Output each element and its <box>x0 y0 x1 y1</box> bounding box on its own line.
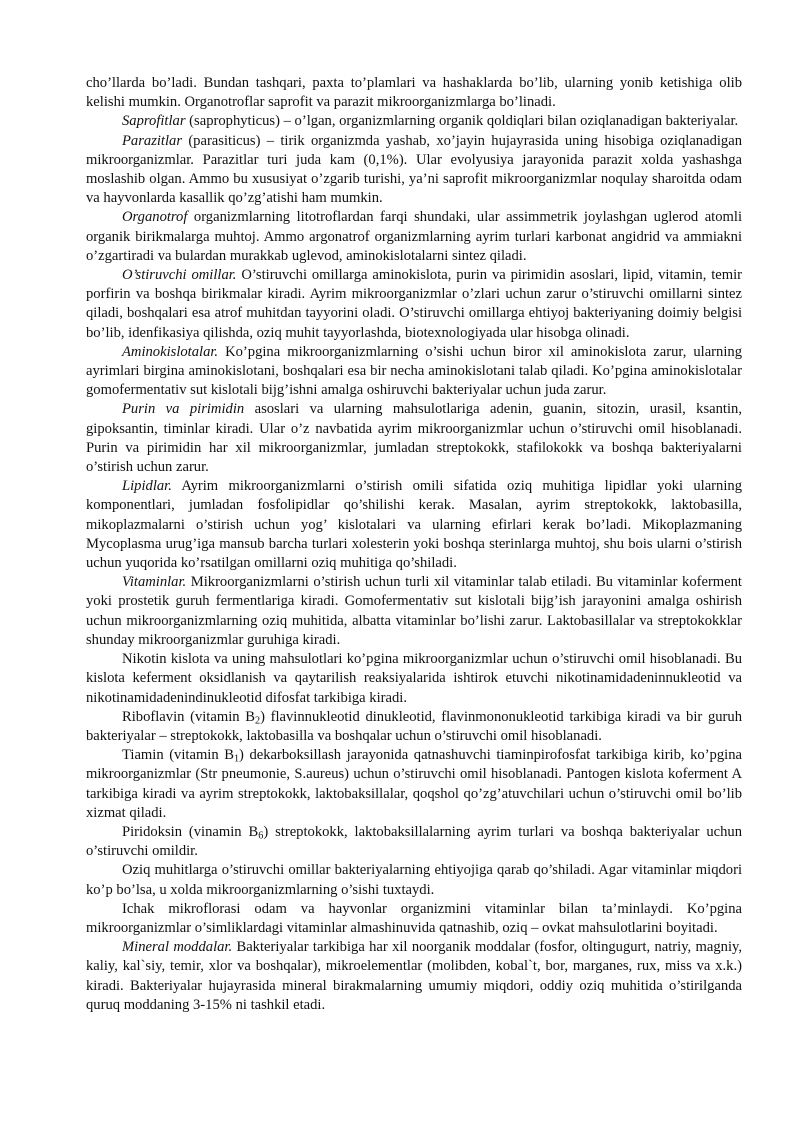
paragraph <box>86 343 742 401</box>
paragraph-text: Mikroorganizmlarni o’stirish uchun turli xil vitaminlar talab etiladi. Bu vitaminlar koferment yoki prostetik guruh fermentlariga kiradi. Gomofermentativ sut kislotali bijg’ish jarayonini amalga oshirish uchun mikroorganizmlarning oziq muhitida, albatta vitaminlar bo’lishi zarur. Laktobasillalar va streptokokklar shunday mikroorganizmlar guruhiga kiradi. <box>86 574 742 648</box>
italic-term: Parazitlar <box>122 132 183 149</box>
italic-term: Mineral moddalar. <box>122 939 233 956</box>
paragraph <box>86 823 742 861</box>
paragraph <box>86 708 742 746</box>
paragraph-text: asoslari va ularning mahsulotlariga adenin, guanin, sitozin, urasil, ksantin, gipoksantin, timinlar kiradi. Ular o’z navbatida ayrim mikroorganizmlar uchun o’stiruvchi omil hisoblanadi. Purin va pirimidin har xil mikroorganizmlar, jumladan streptokokk, stafilokokk va boshqa bakteriyalarni o’stirish uchun zarur. <box>86 401 742 476</box>
paragraph-text: Ayrim mikroorganizmlarni o’stirish omili sifatida oziq muhitiga lipidlar yoki ularning komponentlari, jumladan fosfolipidlar qo’shilishi kerak. Masalan, ayrim streptokokk, laktobasilla, mikoplazmalarni o’stirish uchun yog’ kislotalari va ularning efirlari kerak bo’ladi. Mikoplazmaning Mycoplasma urug’iga mansub barcha turlari xolesterin yoki boshqa sterinlarga muhtoj, shu bois ularni o’stirish uchun yuqorida ko’rsatilgan omillarni oziq muhitiga qo’shiladi. <box>86 478 742 572</box>
italic-term: O’stiruvchi omillar. <box>122 267 237 284</box>
paragraph-text: Nikotin kislota va uning mahsulotlari ko’pgina mikroorganizmlar uchun o’stiruvchi omil hisoblanadi. Bu kislota keferment oksidlanish va qaytarilish reaksiyalarida ishtirok etuvchi nikotinamidadeninnukleotid va nikotinamidadenindinukleotid difosfat tarkibiga kiradi. <box>86 651 742 706</box>
paragraph-text: Riboflavin (vitamin B <box>122 708 255 725</box>
italic-term: Vitaminlar. <box>122 574 187 591</box>
paragraph <box>86 746 742 823</box>
paragraph <box>86 208 742 266</box>
paragraph-text: (parasiticus) – tirik organizmda yashab, xo’jayin hujayrasida uning hisobiga oziqlanadigan mikroorganizmlar. Parazitlar turi juda kam (0,1%). Ular evolyusiya jarayonida parazit xolda yashashga moslashib olgan. Ammo bu xususiyat o’zgarib turishi, ya’ni saprofit mikroorganizmlar noqulay sharoitda odam va hayvonlarda kasallik qo’zg’atishi ham mumkin. <box>86 132 742 207</box>
italic-term: Saprofitlar <box>122 113 186 130</box>
paragraph-text: Ko’pgina mikroorganizmlarning o’sishi uchun biror xil aminokislota zarur, ularning ayrimlari birgina aminokislotani, boshqalari esa bir necha aminokislotani talab qiladi. Ko’pgina aminokislotalar gomofermentativ sut kislotali bijg’ishni amalga oshiruvchi bakteriyalar uchun juda zarur. <box>86 343 742 399</box>
paragraph-text: (saprophyticus) – o’lgan, organizmlarning organik qoldiqlari bilan oziqlanadigan bakteriyalar. <box>185 113 739 130</box>
paragraph <box>86 266 742 343</box>
text-body <box>86 74 742 1015</box>
paragraph <box>86 400 742 477</box>
paragraph <box>86 477 742 573</box>
paragraph <box>86 573 742 650</box>
paragraph-text: Oziq muhitlarga o’stiruvchi omillar bakteriyalarning ehtiyojiga qarab qo’shiladi. Agar vitaminlar miqdori ko’p bo’lsa, u xolda mikroorganizmlarning o’sishi tuxtaydi. <box>86 862 742 898</box>
paragraph-text: ) flavinnukleotid dinukleotid, flavinmononukleotid tarkibiga kiradi va bir guruh bakteriyalar – streptokokk, laktobasilla va boshqalar uchun o’stiruvchi omil hisoblanadi. <box>86 708 742 744</box>
italic-term: Lipidlar. <box>122 478 172 495</box>
paragraph-text: Bakteriyalar tarkibiga har xil noorganik moddalar (fosfor, oltingugurt, natriy, magniy, kaliy, kal`siy, temir, xlor va boshqalar), mikroelementlar (molibden, kobal`t, bor, marganes, rux, miss va x.k.) kiradi. Bakteriyalar hujayrasida mineral birakmalarning umumiy miqdori, oddiy oziq muhitida o’stirilganda quruq moddaning 3-15% ni tashkil etadi. <box>86 939 742 1013</box>
paragraph-text: cho’llarda bo’ladi. Bundan tashqari, paxta to’plamlari va hashaklarda bo’lib, ularning yonib ketishiga olib kelishi mumkin. Organotroflar saprofit va parazit mikroorganizmlarga bo’linadi. <box>86 75 742 111</box>
paragraph <box>86 132 742 209</box>
paragraph <box>86 938 742 1015</box>
italic-term: Purin va pirimidin <box>122 401 245 418</box>
paragraph-text: Ichak mikroflorasi odam va hayvonlar organizmini vitaminlar bilan ta’minlaydi. Ko’pgina mikroorganizmlar o’simliklardagi vitaminlar almashinuvida qatnashib, oziq – ovkat mahsulotlarini boyitadi. <box>86 900 742 936</box>
paragraph-text: Piridoksin (vinamin B <box>122 823 259 840</box>
subscript-text: 6 <box>258 830 264 842</box>
paragraph-text: organizmlarning litotroflardan farqi shundaki, ular assimmetrik joylashgan uglerod atomli organik birikmalarga muhtoj. Ammo argonatrof organizmlarning ayrim turlari karbonat angidrid va ammiakni o’zgartiradi va bulardan murakkab uglevod, aminokislotalarni sintez qiladi. <box>86 209 742 264</box>
subscript-text: 2 <box>254 715 261 727</box>
italic-term: Aminokislotalar. <box>122 343 219 360</box>
paragraph <box>86 650 742 708</box>
paragraph <box>86 74 742 112</box>
paragraph <box>86 900 742 938</box>
paragraph-text: ) streptokokk, laktobaksillalarning ayrim turlari va boshqa bakteriyalar uchun o’stiruvchi omildir. <box>86 823 742 860</box>
paragraph-text: ) dekarboksillash jarayonida qatnashuvchi tiaminpirofosfat tarkibiga kirib, ko’pgina mikroorganizmlar (Str pneumonie, S.aureus) uchun o’stiruvchi omil hisoblanadi. Pantogen kislota koferment A tarkibiga kiradi va ayrim streptokokk, laktobaksillalar, qoqshol qo’zg’atuvchilari uchun o’stiruvchi omil bo’lib xizmat qiladi. <box>86 747 742 821</box>
paragraph-text: O’stiruvchi omillarga aminokislota, purin va pirimidin asoslari, lipid, vitamin, temir porfirin va boshqa birikmalar kiradi. Ayrim mikroorganizmlar o’zlari uchun zarur o’stiruvchi omillarni sintez qiladi, boshqalari esa atrof muhitdan tayyorini oladi. O’stiruvchi omillarga ehtiyoj bakteriyaning doimiy belgisi bo’lib, idenfikasiya qilishda, oziq muhit tayyorlashda, biotexnologiyada ular hisobga olinadi. <box>86 267 743 341</box>
italic-term: Organotrof <box>122 209 188 226</box>
subscript-text: 1 <box>233 753 240 765</box>
paragraph <box>86 112 742 131</box>
paragraph-text: Tiamin (vitamin B <box>122 747 234 764</box>
paragraph <box>86 861 742 899</box>
